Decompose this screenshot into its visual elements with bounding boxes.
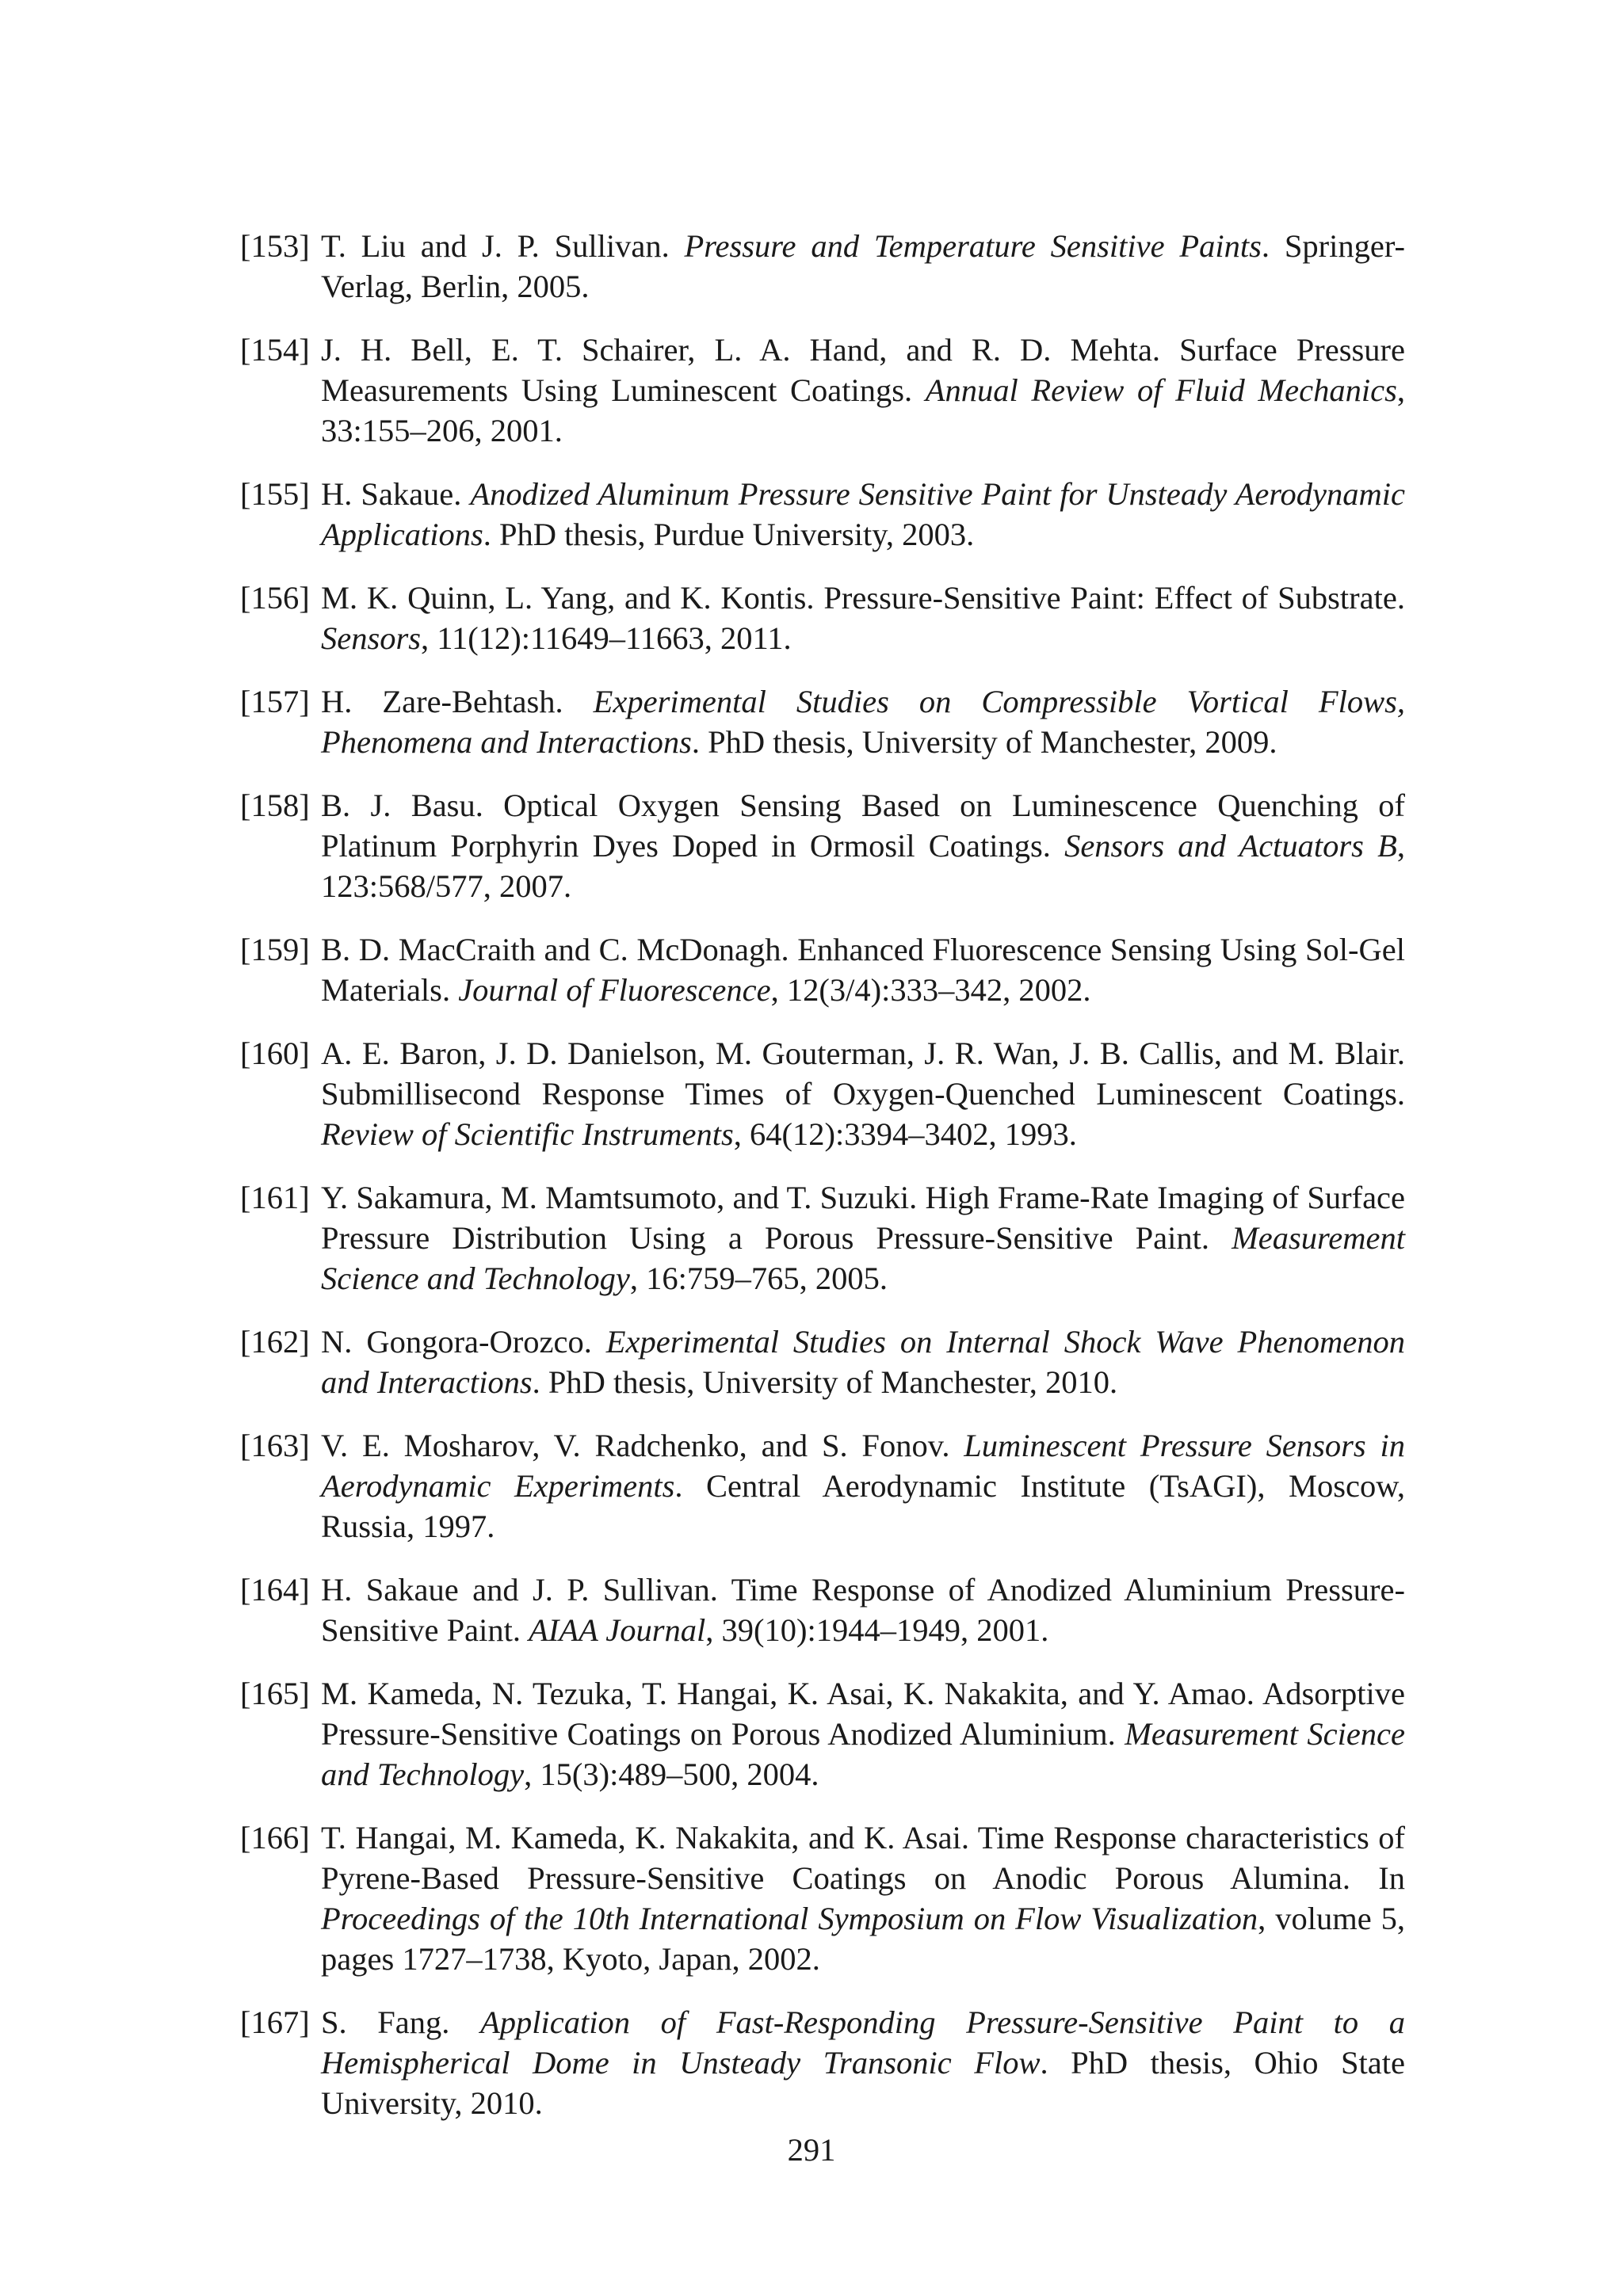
reference-venue: AIAA Journal bbox=[529, 1612, 706, 1648]
reference-entry bbox=[240, 1817, 1405, 1979]
reference-authors: B. J. Basu. Optical Oxygen Sensing Based on Luminescence Quenching of Platinum Porphyrin Dyes Doped in Ormosil Coatings. bbox=[321, 788, 1405, 864]
reference-details: , 15(3):489–500, 2004. bbox=[524, 1756, 819, 1792]
reference-text bbox=[321, 226, 1405, 307]
reference-number: [155] bbox=[240, 476, 310, 512]
reference-authors: H. Zare-Behtash. bbox=[321, 684, 594, 719]
reference-text bbox=[321, 1177, 1405, 1299]
reference-authors: H. Sakaue. bbox=[321, 476, 471, 512]
reference-entry bbox=[240, 578, 1405, 658]
reference-text bbox=[321, 2002, 1405, 2123]
reference-details: . PhD thesis, University of Manchester, 2010. bbox=[532, 1364, 1118, 1400]
reference-entry bbox=[240, 1425, 1405, 1547]
reference-authors: N. Gongora-Orozco. bbox=[321, 1324, 606, 1360]
reference-number: [157] bbox=[240, 684, 310, 719]
reference-authors: Y. Sakamura, M. Mamtsumoto, and T. Suzuki. High Frame-Rate Imaging of Surface Pressure Distribution Using a Porous Pressure-Sensitive Paint. bbox=[321, 1180, 1405, 1256]
reference-details: . Central Aerodynamic Institute (TsAGI), Moscow, Russia, 1997. bbox=[321, 1468, 1405, 1544]
reference-venue: Sensors and Actuators B bbox=[1064, 828, 1397, 864]
reference-authors: J. H. Bell, E. T. Schairer, L. A. Hand, and R. D. Mehta. Surface Pressure Measurements Using Luminescent Coatings. bbox=[321, 332, 1405, 408]
reference-venue: Measurement Science and Technology bbox=[321, 1716, 1405, 1792]
reference-authors: B. D. MacCraith and C. McDonagh. Enhanced Fluorescence Sensing Using Sol-Gel Materials. bbox=[321, 932, 1405, 1008]
reference-number: [162] bbox=[240, 1324, 310, 1360]
reference-title: Experimental Studies on Compressible Vortical Flows, Phenomena and Interactions bbox=[321, 684, 1405, 760]
reference-entry bbox=[240, 1033, 1405, 1154]
reference-title: Experimental Studies on Internal Shock Wave Phenomenon and Interactions bbox=[321, 1324, 1405, 1400]
reference-number: [160] bbox=[240, 1035, 310, 1071]
reference-text bbox=[321, 1673, 1405, 1794]
reference-details: . PhD thesis, University of Manchester, 2009. bbox=[691, 724, 1277, 760]
reference-number: [153] bbox=[240, 228, 310, 264]
reference-venue: Measurement Science and Technology bbox=[321, 1220, 1405, 1296]
reference-details: , 123:568/577, 2007. bbox=[321, 828, 1405, 904]
reference-entry bbox=[240, 929, 1405, 1010]
reference-authors: T. Hangai, M. Kameda, K. Nakakita, and K. Asai. Time Response characteristics of Pyrene-Based Pressure-Sensitive Coatings on Anodic Porous Alumina. In bbox=[321, 1820, 1405, 1896]
reference-number: [158] bbox=[240, 788, 310, 823]
reference-authors: S. Fang. bbox=[321, 2004, 481, 2040]
reference-authors: M. Kameda, N. Tezuka, T. Hangai, K. Asai, K. Nakakita, and Y. Amao. Adsorptive Pressure-Sensitive Coatings on Porous Anodized Aluminium. bbox=[321, 1676, 1405, 1752]
reference-details: , volume 5, pages 1727–1738, Kyoto, Japan, 2002. bbox=[321, 1901, 1405, 1977]
reference-number: [154] bbox=[240, 332, 310, 368]
reference-authors: V. E. Mosharov, V. Radchenko, and S. Fonov. bbox=[321, 1428, 964, 1463]
reference-title: Application of Fast-Responding Pressure-Sensitive Paint to a Hemispherical Dome in Unsteady Transonic Flow bbox=[321, 2004, 1405, 2081]
reference-details: , 12(3/4):333–342, 2002. bbox=[770, 972, 1091, 1008]
reference-details: , 64(12):3394–3402, 1993. bbox=[733, 1116, 1077, 1152]
reference-authors: M. K. Quinn, L. Yang, and K. Kontis. Pressure-Sensitive Paint: Effect of Substrate. bbox=[321, 580, 1405, 616]
reference-entry bbox=[240, 474, 1405, 555]
reference-text bbox=[321, 330, 1405, 451]
reference-number: [166] bbox=[240, 1820, 310, 1855]
reference-details: . PhD thesis, Purdue University, 2003. bbox=[483, 517, 975, 552]
reference-venue: Annual Review of Fluid Mechanics bbox=[925, 372, 1397, 408]
reference-entry bbox=[240, 330, 1405, 451]
reference-details: , 39(10):1944–1949, 2001. bbox=[705, 1612, 1049, 1648]
reference-text bbox=[321, 929, 1405, 1010]
reference-text bbox=[321, 578, 1405, 658]
reference-number: [164] bbox=[240, 1572, 310, 1608]
reference-text bbox=[321, 1569, 1405, 1650]
reference-text bbox=[321, 1322, 1405, 1402]
reference-venue: Proceedings of the 10th International Symposium on Flow Visualization bbox=[321, 1901, 1258, 1936]
reference-authors: H. Sakaue and J. P. Sullivan. Time Response of Anodized Aluminium Pressure-Sensitive Paint. bbox=[321, 1572, 1405, 1648]
reference-number: [163] bbox=[240, 1428, 310, 1463]
reference-entry bbox=[240, 1569, 1405, 1650]
reference-details: , 16:759–765, 2005. bbox=[629, 1261, 888, 1296]
reference-venue: Sensors bbox=[321, 620, 422, 656]
reference-authors: A. E. Baron, J. D. Danielson, M. Gouterman, J. R. Wan, J. B. Callis, and M. Blair. Submillisecond Response Times of Oxygen-Quenched Luminescent Coatings. bbox=[321, 1035, 1405, 1112]
reference-text bbox=[321, 1425, 1405, 1547]
reference-text bbox=[321, 474, 1405, 555]
reference-venue: Journal of Fluorescence bbox=[458, 972, 771, 1008]
reference-text bbox=[321, 681, 1405, 762]
page-number: 291 bbox=[787, 2132, 836, 2168]
reference-entry bbox=[240, 1322, 1405, 1402]
reference-details: , 33:155–206, 2001. bbox=[321, 372, 1405, 448]
reference-entry bbox=[240, 2002, 1405, 2123]
reference-entry bbox=[240, 226, 1405, 307]
reference-authors: T. Liu and J. P. Sullivan. bbox=[321, 228, 685, 264]
reference-title: Luminescent Pressure Sensors in Aerodynamic Experiments bbox=[321, 1428, 1405, 1504]
reference-entry bbox=[240, 1673, 1405, 1794]
reference-text bbox=[321, 1817, 1405, 1979]
reference-entry bbox=[240, 681, 1405, 762]
reference-details: . Springer-Verlag, Berlin, 2005. bbox=[321, 228, 1405, 304]
reference-number: [161] bbox=[240, 1180, 310, 1215]
reference-title: Anodized Aluminum Pressure Sensitive Paint for Unsteady Aerodynamic Applications bbox=[321, 476, 1406, 552]
reference-entry bbox=[240, 1177, 1405, 1299]
reference-number: [159] bbox=[240, 932, 310, 967]
reference-number: [156] bbox=[240, 580, 310, 616]
reference-details: , 11(12):11649–11663, 2011. bbox=[421, 620, 792, 656]
reference-list bbox=[240, 226, 1405, 2146]
reference-text bbox=[321, 1033, 1405, 1154]
reference-title: Pressure and Temperature Sensitive Paints bbox=[684, 228, 1262, 264]
reference-text bbox=[321, 785, 1405, 906]
reference-number: [165] bbox=[240, 1676, 310, 1711]
reference-venue: Review of Scientific Instruments bbox=[321, 1116, 734, 1152]
reference-entry bbox=[240, 785, 1405, 906]
reference-details: . PhD thesis, Ohio State University, 2010. bbox=[321, 2045, 1405, 2121]
reference-number: [167] bbox=[240, 2004, 310, 2040]
